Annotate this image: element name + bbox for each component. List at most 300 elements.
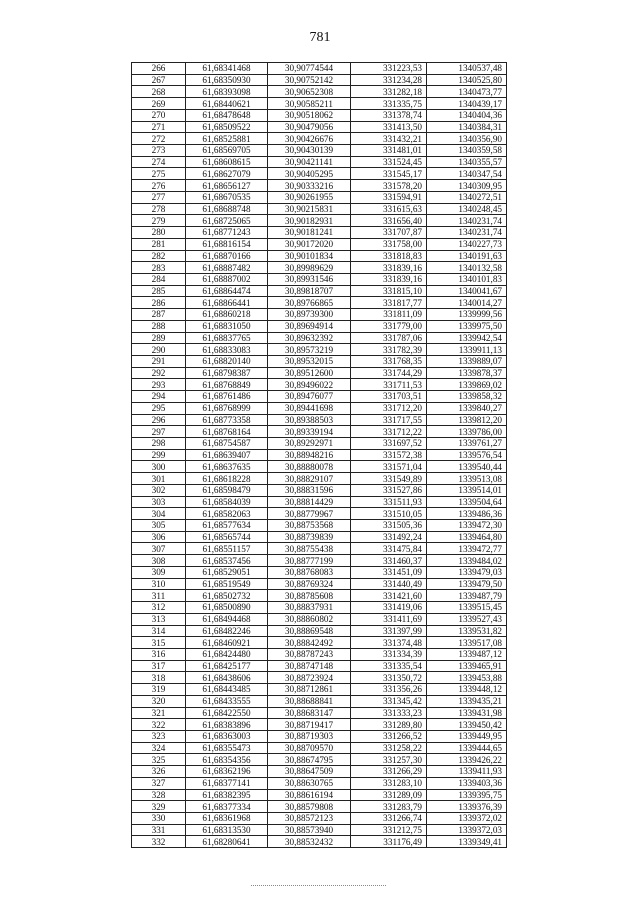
latitude-cell: 61,68460921 [186,637,268,649]
longitude-cell: 30,88948216 [268,449,351,461]
point-number-cell: 268 [132,86,186,98]
point-number-cell: 311 [132,590,186,602]
y-coordinate-cell: 1339858,32 [427,391,507,403]
longitude-cell: 30,88829107 [268,473,351,485]
x-coordinate-cell: 331378,74 [351,109,427,121]
table-row [132,438,507,450]
point-number-cell: 328 [132,789,186,801]
point-number-cell: 286 [132,297,186,309]
x-coordinate-cell: 331176,49 [351,836,427,848]
table-row [132,285,507,297]
y-coordinate-cell: 1339426,22 [427,754,507,766]
point-number-cell: 317 [132,660,186,672]
point-number-cell: 322 [132,719,186,731]
point-number-cell: 313 [132,613,186,625]
point-number-cell: 310 [132,578,186,590]
y-coordinate-cell: 1339395,75 [427,789,507,801]
point-number-cell: 318 [132,672,186,684]
point-number-cell: 304 [132,508,186,520]
y-coordinate-cell: 1339531,82 [427,625,507,637]
longitude-cell: 30,89989629 [268,262,351,274]
point-number-cell: 276 [132,180,186,192]
table-row [132,74,507,86]
page-number: 781 [309,30,331,45]
table-row [132,543,507,555]
latitude-cell: 61,68887002 [186,273,268,285]
point-number-cell: 320 [132,695,186,707]
y-coordinate-cell: 1339911,13 [427,344,507,356]
longitude-cell: 30,89532015 [268,355,351,367]
latitude-cell: 61,68816154 [186,238,268,250]
point-number-cell: 285 [132,285,186,297]
y-coordinate-cell: 1339465,91 [427,660,507,672]
table-row [132,813,507,825]
x-coordinate-cell: 331345,42 [351,695,427,707]
point-number-cell: 319 [132,684,186,696]
point-number-cell: 283 [132,262,186,274]
longitude-cell: 30,88869548 [268,625,351,637]
latitude-cell: 61,68482246 [186,625,268,637]
latitude-cell: 61,68354356 [186,754,268,766]
y-coordinate-cell: 1339761,27 [427,438,507,450]
point-number-cell: 278 [132,203,186,215]
point-number-cell: 314 [132,625,186,637]
latitude-cell: 61,68768164 [186,426,268,438]
longitude-cell: 30,89694914 [268,320,351,332]
x-coordinate-cell: 331511,93 [351,496,427,508]
point-number-cell: 292 [132,367,186,379]
x-coordinate-cell: 331578,20 [351,180,427,192]
point-number-cell: 281 [132,238,186,250]
y-coordinate-cell: 1340191,63 [427,250,507,262]
y-coordinate-cell: 1339517,08 [427,637,507,649]
table-row [132,578,507,590]
x-coordinate-cell: 331818,83 [351,250,427,262]
longitude-cell: 30,90585211 [268,98,351,110]
longitude-cell: 30,90101834 [268,250,351,262]
table-row [132,660,507,672]
longitude-cell: 30,89441698 [268,402,351,414]
y-coordinate-cell: 1339450,42 [427,719,507,731]
x-coordinate-cell: 331510,05 [351,508,427,520]
latitude-cell: 61,68529051 [186,566,268,578]
point-number-cell: 287 [132,309,186,321]
longitude-cell: 30,90479056 [268,121,351,133]
longitude-cell: 30,89339194 [268,426,351,438]
x-coordinate-cell: 331492,24 [351,531,427,543]
longitude-cell: 30,90172020 [268,238,351,250]
x-coordinate-cell: 331697,52 [351,438,427,450]
x-coordinate-cell: 331356,26 [351,684,427,696]
longitude-cell: 30,88837931 [268,602,351,614]
y-coordinate-cell: 1340309,95 [427,180,507,192]
longitude-cell: 30,90215831 [268,203,351,215]
y-coordinate-cell: 1340248,45 [427,203,507,215]
longitude-cell: 30,88860802 [268,613,351,625]
y-coordinate-cell: 1339449,95 [427,730,507,742]
point-number-cell: 300 [132,461,186,473]
x-coordinate-cell: 331335,75 [351,98,427,110]
y-coordinate-cell: 1339372,03 [427,824,507,836]
x-coordinate-cell: 331615,63 [351,203,427,215]
y-coordinate-cell: 1339540,44 [427,461,507,473]
y-coordinate-cell: 1339431,98 [427,707,507,719]
point-number-cell: 275 [132,168,186,180]
latitude-cell: 61,68639407 [186,449,268,461]
table-row [132,508,507,520]
point-number-cell: 295 [132,402,186,414]
x-coordinate-cell: 331717,55 [351,414,427,426]
x-coordinate-cell: 331758,00 [351,238,427,250]
latitude-cell: 61,68377141 [186,777,268,789]
latitude-cell: 61,68584039 [186,496,268,508]
x-coordinate-cell: 331440,49 [351,578,427,590]
x-coordinate-cell: 331707,87 [351,227,427,239]
y-coordinate-cell: 1339487,12 [427,648,507,660]
latitude-cell: 61,68569705 [186,145,268,157]
longitude-cell: 30,88777199 [268,555,351,567]
latitude-cell: 61,68831050 [186,320,268,332]
x-coordinate-cell: 331411,69 [351,613,427,625]
longitude-cell: 30,88647509 [268,766,351,778]
y-coordinate-cell: 1339349,41 [427,836,507,848]
point-number-cell: 316 [132,648,186,660]
x-coordinate-cell: 331594,91 [351,191,427,203]
x-coordinate-cell: 331289,09 [351,789,427,801]
latitude-cell: 61,68443485 [186,684,268,696]
longitude-cell: 30,88579808 [268,801,351,813]
table-row [132,191,507,203]
table-row [132,719,507,731]
point-number-cell: 330 [132,813,186,825]
x-coordinate-cell: 331839,16 [351,262,427,274]
y-coordinate-cell: 1339487,79 [427,590,507,602]
latitude-cell: 61,68833083 [186,344,268,356]
x-coordinate-cell: 331334,39 [351,648,427,660]
y-coordinate-cell: 1339479,50 [427,578,507,590]
table-row [132,836,507,848]
table-row [132,63,507,75]
latitude-cell: 61,68361968 [186,813,268,825]
table-row [132,402,507,414]
x-coordinate-cell: 331335,54 [351,660,427,672]
table-row [132,297,507,309]
latitude-cell: 61,68582063 [186,508,268,520]
x-coordinate-cell: 331350,72 [351,672,427,684]
latitude-cell: 61,68537456 [186,555,268,567]
longitude-cell: 30,88719417 [268,719,351,731]
table-row [132,332,507,344]
table-row [132,824,507,836]
longitude-cell: 30,88753568 [268,520,351,532]
longitude-cell: 30,88709570 [268,742,351,754]
table-row [132,145,507,157]
y-coordinate-cell: 1340272,51 [427,191,507,203]
table-row [132,344,507,356]
longitude-cell: 30,89818707 [268,285,351,297]
point-number-cell: 326 [132,766,186,778]
point-number-cell: 315 [132,637,186,649]
table-row [132,250,507,262]
point-number-cell: 270 [132,109,186,121]
table-row [132,414,507,426]
y-coordinate-cell: 1339464,80 [427,531,507,543]
table-row [132,637,507,649]
table-row [132,566,507,578]
point-number-cell: 293 [132,379,186,391]
y-coordinate-cell: 1339372,02 [427,813,507,825]
longitude-cell: 30,90405295 [268,168,351,180]
y-coordinate-cell: 1339889,07 [427,355,507,367]
y-coordinate-cell: 1340231,74 [427,215,507,227]
x-coordinate-cell: 331779,00 [351,320,427,332]
latitude-cell: 61,68866441 [186,297,268,309]
y-coordinate-cell: 1340404,36 [427,109,507,121]
point-number-cell: 274 [132,156,186,168]
table-row [132,555,507,567]
latitude-cell: 61,68670535 [186,191,268,203]
longitude-cell: 30,89766865 [268,297,351,309]
y-coordinate-cell: 1340231,74 [427,227,507,239]
x-coordinate-cell: 331475,84 [351,543,427,555]
latitude-cell: 61,68383896 [186,719,268,731]
point-number-cell: 331 [132,824,186,836]
point-number-cell: 329 [132,801,186,813]
x-coordinate-cell: 331234,28 [351,74,427,86]
longitude-cell: 30,90181241 [268,227,351,239]
coordinates-table [131,62,507,848]
x-coordinate-cell: 331223,53 [351,63,427,75]
longitude-cell: 30,90333216 [268,180,351,192]
latitude-cell: 61,68864474 [186,285,268,297]
x-coordinate-cell: 331212,75 [351,824,427,836]
y-coordinate-cell: 1339448,12 [427,684,507,696]
table-row [132,730,507,742]
y-coordinate-cell: 1339484,02 [427,555,507,567]
longitude-cell: 30,90261955 [268,191,351,203]
point-number-cell: 277 [132,191,186,203]
x-coordinate-cell: 331712,20 [351,402,427,414]
x-coordinate-cell: 331782,39 [351,344,427,356]
point-number-cell: 305 [132,520,186,532]
longitude-cell: 30,88688841 [268,695,351,707]
point-number-cell: 280 [132,227,186,239]
x-coordinate-cell: 331656,40 [351,215,427,227]
x-coordinate-cell: 331545,17 [351,168,427,180]
x-coordinate-cell: 331283,10 [351,777,427,789]
point-number-cell: 294 [132,391,186,403]
table-row [132,215,507,227]
point-number-cell: 297 [132,426,186,438]
point-number-cell: 291 [132,355,186,367]
y-coordinate-cell: 1339513,08 [427,473,507,485]
latitude-cell: 61,68887482 [186,262,268,274]
table-row [132,496,507,508]
table-row [132,520,507,532]
point-number-cell: 325 [132,754,186,766]
latitude-cell: 61,68494468 [186,613,268,625]
x-coordinate-cell: 331413,50 [351,121,427,133]
longitude-cell: 30,90774544 [268,63,351,75]
y-coordinate-cell: 1340014,27 [427,297,507,309]
latitude-cell: 61,68688748 [186,203,268,215]
x-coordinate-cell: 331374,48 [351,637,427,649]
y-coordinate-cell: 1340473,77 [427,86,507,98]
table-row [132,801,507,813]
longitude-cell: 30,88630765 [268,777,351,789]
x-coordinate-cell: 331811,09 [351,309,427,321]
latitude-cell: 61,68637635 [186,461,268,473]
longitude-cell: 30,90421141 [268,156,351,168]
y-coordinate-cell: 1339453,88 [427,672,507,684]
longitude-cell: 30,88779967 [268,508,351,520]
point-number-cell: 308 [132,555,186,567]
y-coordinate-cell: 1339403,36 [427,777,507,789]
latitude-cell: 61,68618228 [186,473,268,485]
longitude-cell: 30,88683147 [268,707,351,719]
table-row [132,625,507,637]
y-coordinate-cell: 1340355,57 [427,156,507,168]
latitude-cell: 61,68768849 [186,379,268,391]
latitude-cell: 61,68502732 [186,590,268,602]
x-coordinate-cell: 331397,99 [351,625,427,637]
x-coordinate-cell: 331817,77 [351,297,427,309]
x-coordinate-cell: 331451,09 [351,566,427,578]
point-number-cell: 289 [132,332,186,344]
point-number-cell: 323 [132,730,186,742]
x-coordinate-cell: 331505,36 [351,520,427,532]
point-number-cell: 312 [132,602,186,614]
longitude-cell: 30,89512600 [268,367,351,379]
x-coordinate-cell: 331419,06 [351,602,427,614]
table-row [132,238,507,250]
latitude-cell: 61,68393098 [186,86,268,98]
footer-rule [251,885,386,886]
table-row [132,180,507,192]
table-row [132,684,507,696]
table-row [132,602,507,614]
latitude-cell: 61,68425177 [186,660,268,672]
y-coordinate-cell: 1339869,02 [427,379,507,391]
x-coordinate-cell: 331258,22 [351,742,427,754]
point-number-cell: 332 [132,836,186,848]
longitude-cell: 30,88674795 [268,754,351,766]
point-number-cell: 273 [132,145,186,157]
latitude-cell: 61,68355473 [186,742,268,754]
latitude-cell: 61,68798387 [186,367,268,379]
latitude-cell: 61,68478648 [186,109,268,121]
longitude-cell: 30,88532432 [268,836,351,848]
latitude-cell: 61,68280641 [186,836,268,848]
longitude-cell: 30,88831596 [268,484,351,496]
y-coordinate-cell: 1340356,90 [427,133,507,145]
table-row [132,695,507,707]
table-row [132,449,507,461]
longitude-cell: 30,90430139 [268,145,351,157]
latitude-cell: 61,68438606 [186,672,268,684]
x-coordinate-cell: 331257,30 [351,754,427,766]
x-coordinate-cell: 331703,51 [351,391,427,403]
latitude-cell: 61,68725065 [186,215,268,227]
latitude-cell: 61,68424480 [186,648,268,660]
latitude-cell: 61,68551157 [186,543,268,555]
y-coordinate-cell: 1339840,27 [427,402,507,414]
x-coordinate-cell: 331815,10 [351,285,427,297]
table-row [132,227,507,239]
table-row [132,156,507,168]
longitude-cell: 30,90426676 [268,133,351,145]
longitude-cell: 30,88768083 [268,566,351,578]
longitude-cell: 30,88785608 [268,590,351,602]
table-row [132,484,507,496]
longitude-cell: 30,88719303 [268,730,351,742]
latitude-cell: 61,68433555 [186,695,268,707]
y-coordinate-cell: 1340227,73 [427,238,507,250]
y-coordinate-cell: 1339376,39 [427,801,507,813]
table-row [132,168,507,180]
x-coordinate-cell: 331266,74 [351,813,427,825]
point-number-cell: 307 [132,543,186,555]
table-row [132,742,507,754]
latitude-cell: 61,68440621 [186,98,268,110]
y-coordinate-cell: 1339411,93 [427,766,507,778]
point-number-cell: 303 [132,496,186,508]
latitude-cell: 61,68509522 [186,121,268,133]
table-row [132,109,507,121]
longitude-cell: 30,90518062 [268,109,351,121]
y-coordinate-cell: 1340525,80 [427,74,507,86]
latitude-cell: 61,68341468 [186,63,268,75]
longitude-cell: 30,88572123 [268,813,351,825]
table-row [132,355,507,367]
y-coordinate-cell: 1339515,45 [427,602,507,614]
table-row [132,777,507,789]
y-coordinate-cell: 1339975,50 [427,320,507,332]
y-coordinate-cell: 1339435,21 [427,695,507,707]
longitude-cell: 30,88880078 [268,461,351,473]
x-coordinate-cell: 331481,01 [351,145,427,157]
longitude-cell: 30,89476077 [268,391,351,403]
point-number-cell: 266 [132,63,186,75]
latitude-cell: 61,68768999 [186,402,268,414]
x-coordinate-cell: 331787,06 [351,332,427,344]
latitude-cell: 61,68773358 [186,414,268,426]
latitude-cell: 61,68362196 [186,766,268,778]
longitude-cell: 30,88787243 [268,648,351,660]
x-coordinate-cell: 331421,60 [351,590,427,602]
longitude-cell: 30,88842492 [268,637,351,649]
point-number-cell: 299 [132,449,186,461]
longitude-cell: 30,88739839 [268,531,351,543]
y-coordinate-cell: 1339527,43 [427,613,507,625]
point-number-cell: 301 [132,473,186,485]
longitude-cell: 30,90652308 [268,86,351,98]
table-row [132,766,507,778]
table-row [132,531,507,543]
table-row [132,309,507,321]
y-coordinate-cell: 1340101,83 [427,273,507,285]
y-coordinate-cell: 1340359,58 [427,145,507,157]
longitude-cell: 30,89632392 [268,332,351,344]
point-number-cell: 288 [132,320,186,332]
table-row [132,672,507,684]
x-coordinate-cell: 331460,37 [351,555,427,567]
latitude-cell: 61,68382395 [186,789,268,801]
x-coordinate-cell: 331333,23 [351,707,427,719]
point-number-cell: 309 [132,566,186,578]
table-row [132,789,507,801]
table-row [132,613,507,625]
